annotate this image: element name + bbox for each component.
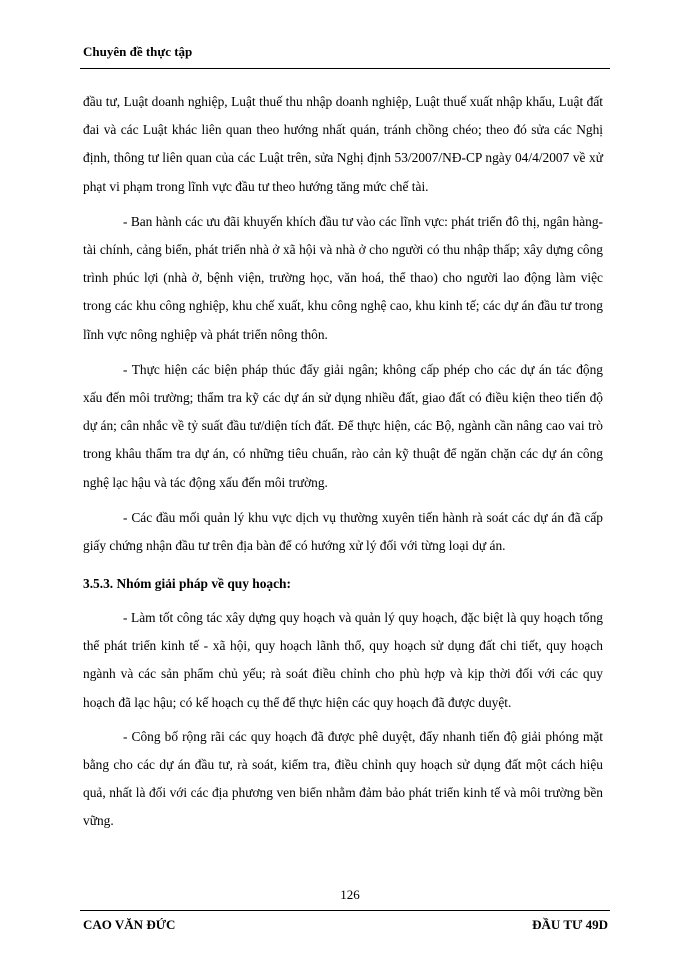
section-heading: 3.5.3. Nhóm giải pháp về quy hoạch: [83,576,291,591]
body-text [83,88,603,567]
header-divider [80,68,610,69]
page-header-title: Chuyên đề thực tập [83,44,193,59]
paragraph: - Thực hiện các biện pháp thúc đẩy giải ngân; không cấp phép cho các dự án tác động xấu đến môi trường; thẩm tra kỹ các dự án sử dụng nhiều đất, giao đất có điều kiện theo tiến độ dự án; cân nhắc về tỷ suất đầu tư/diện tích đất. Để thực hiện, các Bộ, ngành cần nâng cao vai trò trong khâu thẩm tra dự án, có những tiêu chuẩn, rào cản kỹ thuật để ngăn chặn các dự án công nghệ lạc hậu và tác động xấu đến môi trường. [83,361,603,490]
footer-author: CAO VĂN ĐỨC [83,917,176,932]
footer-divider [80,910,610,911]
footer-class: ĐẦU TƯ 49D [532,917,608,932]
paragraph: - Ban hành các ưu đãi khuyến khích đầu tư vào các lĩnh vực: phát triển đô thị, ngân hàng-tài chính, cảng biển, phát triển nhà ở xã hội và nhà ở cho người có thu nhập thấp; xây dựng công trình phúc lợi (nhà ở, bệnh viện, trường học, văn hoá, thể thao) cho người lao động làm việc trong các khu công nghiệp, khu chế xuất, khu công nghệ cao, khu kinh tế; các dự án đầu tư trong lĩnh vực nông nghiệp và phát triển nông thôn. [83,213,603,342]
paragraph: đầu tư, Luật doanh nghiệp, Luật thuế thu nhập doanh nghiệp, Luật thuế xuất nhập khẩu, Luật đất đai và các Luật khác liên quan theo hướng nhất quán, tránh chồng chéo; theo đó sửa các Nghị định, thông tư liên quan của các Luật trên, sửa Nghị định 53/2007/NĐ-CP ngày 04/4/2007 về xử phạt vi phạm trong lĩnh vực đầu tư theo hướng tăng mức chế tài. [83,94,603,194]
paragraph: - Làm tốt công tác xây dựng quy hoạch và quản lý quy hoạch, đặc biệt là quy hoạch tổng thể phát triển kinh tế - xã hội, quy hoạch lãnh thổ, quy hoạch sử dụng đất chi tiết, quy hoạch ngành và các sản phẩm chủ yếu; rà soát điều chỉnh cho phù hợp và kịp thời đối với các quy hoạch đã lạc hậu; có kế hoạch cụ thể để thực hiện các quy hoạch đã được duyệt. [83,610,603,710]
paragraph: - Các đầu mối quản lý khu vực dịch vụ thường xuyên tiến hành rà soát các dự án đã cấp giấy chứng nhận đầu tư trên địa bàn để có hướng xử lý đối với từng loại dự án. [83,509,603,554]
paragraph: - Công bố rộng rãi các quy hoạch đã được phê duyệt, đẩy nhanh tiến độ giải phóng mặt bằng cho các dự án đầu tư, rà soát, kiểm tra, điều chỉnh quy hoạch sử dụng đất một cách hiệu quả, nhất là đối với các địa phương ven biển nhằm đảm bảo phát triển kinh tế và môi trường bền vững. [83,728,603,829]
page-number: 126 [340,887,360,902]
section-text [83,604,603,842]
